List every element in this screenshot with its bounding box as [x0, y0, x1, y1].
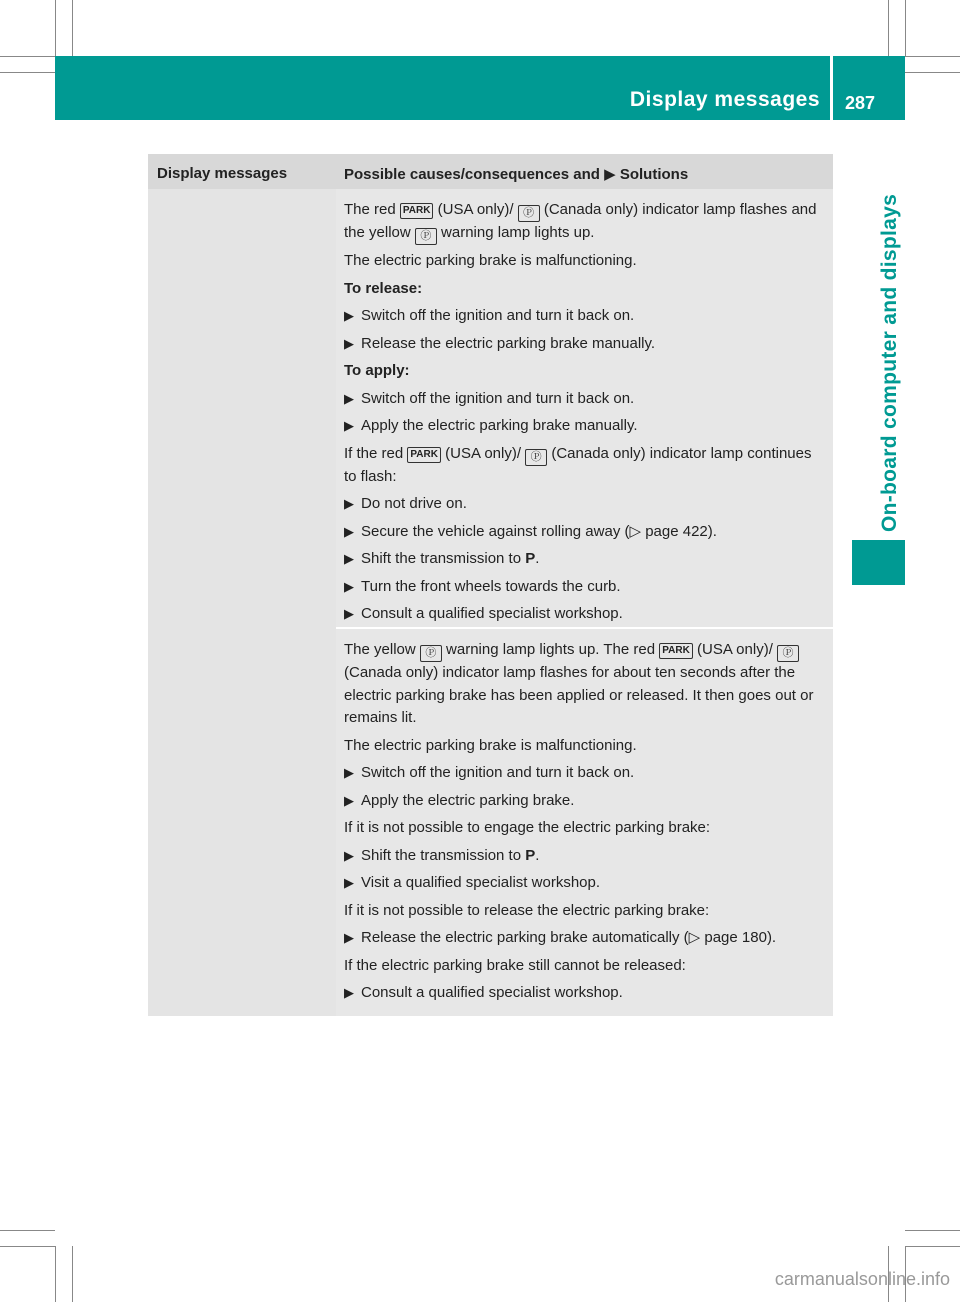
text: (Canada only) indicator lamp continues to flash: [344, 444, 812, 485]
paragraph: The electric parking brake is malfunctioning. [344, 736, 637, 754]
solutions-column [336, 189, 833, 1016]
step-arrow-icon: ▶ [344, 578, 354, 594]
text: The yellow [344, 641, 416, 658]
crop-mark [55, 1246, 56, 1302]
text: Turn the front wheels towards the curb. [361, 577, 621, 595]
text: (USA only)/ [697, 641, 773, 658]
page-ref-icon: ▷ [688, 929, 701, 946]
paragraph: If the electric parking brake still cannot be released: [344, 956, 686, 974]
step-arrow-icon: ▶ [344, 335, 354, 351]
text: Apply the electric parking brake manually. [361, 417, 638, 434]
crop-mark [0, 1230, 55, 1231]
list-item [344, 762, 827, 785]
step-arrow-icon: ▶ [344, 551, 354, 566]
text: warning lamp lights up. The red [446, 641, 656, 658]
step-arrow-icon: ▶ [344, 418, 354, 433]
step-arrow-icon: ▶ [344, 606, 354, 621]
step-arrow-icon: ▶ [344, 496, 354, 511]
crop-mark [0, 72, 55, 73]
text: Visit a qualified specialist workshop. [361, 874, 601, 891]
text: Shift the transmission to [361, 846, 522, 864]
text: (USA only)/ [445, 444, 521, 462]
crop-mark [905, 0, 906, 56]
crop-mark [55, 0, 56, 56]
step-arrow-icon: ▶ [344, 847, 354, 863]
col-header-display-messages: Display messages [157, 165, 288, 182]
text: (USA only)/ [437, 201, 514, 218]
crop-mark [888, 0, 889, 56]
list-item [344, 333, 827, 356]
col-header-text: Solutions [619, 166, 689, 183]
text: Switch off the ignition and turn it back on. [361, 764, 635, 781]
text: The red [344, 201, 396, 218]
list-item [344, 603, 827, 626]
step-arrow-icon: ▶ [344, 523, 354, 539]
parking-brake-lamp-icon: Ⓟ [415, 228, 437, 245]
release-heading: To release: [344, 279, 423, 297]
page-ref-link[interactable]: page 180). [704, 929, 777, 946]
list-item [344, 305, 827, 328]
parking-brake-lamp-icon: Ⓟ [777, 645, 799, 662]
step-arrow-icon: ▶ [344, 765, 354, 780]
text: If the red [344, 444, 404, 462]
text: (Canada only) indicator lamp flashes for about ten seconds after the electric parking brake has been applied or released. It then goes out or remains lit. [344, 664, 814, 726]
text: Release the electric parking brake manually. [361, 334, 656, 352]
text: Consult a qualified specialist workshop. [361, 605, 623, 622]
parking-brake-lamp-icon: Ⓟ [525, 449, 547, 466]
page-number: 287 [845, 93, 876, 113]
list-item [344, 927, 827, 950]
side-tab-label: On-board computer and displays [878, 193, 901, 532]
list-item [344, 790, 827, 813]
step-arrow-icon: ▶ [344, 308, 354, 323]
apply-heading: To apply: [344, 362, 410, 379]
crop-mark [72, 1246, 73, 1302]
text: Consult a qualified specialist workshop. [361, 984, 623, 1001]
text: Switch off the ignition and turn it back on. [361, 307, 635, 324]
table-header [148, 154, 833, 189]
crop-mark [905, 72, 960, 73]
side-tab-marker [852, 540, 905, 585]
watermark: carmanualsonline.info [774, 1269, 950, 1289]
paragraph: If it is not possible to engage the electric parking brake: [344, 819, 711, 836]
crop-mark [905, 1246, 960, 1247]
step-arrow-icon: ▶ [344, 985, 354, 1000]
solution-cell [336, 627, 833, 1016]
text: Secure the vehicle against rolling away ( [361, 522, 630, 540]
list-item [344, 388, 827, 411]
paragraph: The electric parking brake is malfunctioning. [344, 252, 637, 269]
col-header-solutions [344, 165, 688, 183]
page-ref-icon: ▷ [629, 522, 642, 540]
paragraph [344, 199, 827, 245]
header-divider [830, 56, 833, 120]
list-item [344, 415, 827, 438]
page-title: Display messages [629, 88, 820, 111]
page-ref-link[interactable]: page 422). [645, 522, 717, 540]
crop-mark [0, 56, 55, 57]
display-message-cell [148, 189, 336, 1016]
paragraph [344, 639, 827, 730]
list-item [344, 872, 827, 895]
paragraph: If it is not possible to release the electric parking brake: [344, 901, 710, 919]
park-icon: PARK [659, 643, 693, 659]
step-arrow-icon: ▶ [344, 930, 354, 945]
text: Do not drive on. [361, 495, 467, 512]
crop-mark [905, 56, 960, 57]
text: Shift the transmission to [361, 550, 522, 567]
list-item [344, 548, 827, 571]
text: . [535, 846, 540, 864]
crop-mark [905, 1230, 960, 1231]
step-arrow-icon: ▶ [344, 390, 354, 406]
crop-mark [72, 0, 73, 56]
play-arrow-icon: ▶ [604, 166, 616, 183]
list-item [344, 493, 827, 516]
col-header-text: Possible causes/consequences and [344, 166, 600, 183]
list-item [344, 845, 827, 868]
park-icon: PARK [400, 203, 434, 219]
crop-mark [0, 1246, 55, 1247]
messages-table [148, 154, 833, 1016]
list-item [344, 982, 827, 1005]
text: Apply the electric parking brake. [361, 791, 575, 809]
paragraph [344, 443, 827, 489]
text: . [535, 550, 540, 567]
text: Switch off the ignition and turn it back on. [361, 389, 635, 407]
park-icon: PARK [407, 447, 441, 463]
text: warning lamp lights up. [441, 224, 595, 241]
text: Release the electric parking brake automatically ( [361, 929, 689, 946]
gear-p-label: P [525, 846, 536, 864]
parking-brake-lamp-icon: Ⓟ [420, 645, 442, 662]
list-item [344, 521, 827, 544]
list-item [344, 576, 827, 599]
solution-cell [336, 189, 833, 627]
table-body [148, 189, 833, 1016]
gear-p-label: P [525, 550, 536, 567]
step-arrow-icon: ▶ [344, 792, 354, 808]
step-arrow-icon: ▶ [344, 875, 354, 890]
text: (Canada only) indicator lamp flashes and the yellow [344, 201, 817, 241]
parking-brake-lamp-icon: Ⓟ [518, 205, 540, 222]
